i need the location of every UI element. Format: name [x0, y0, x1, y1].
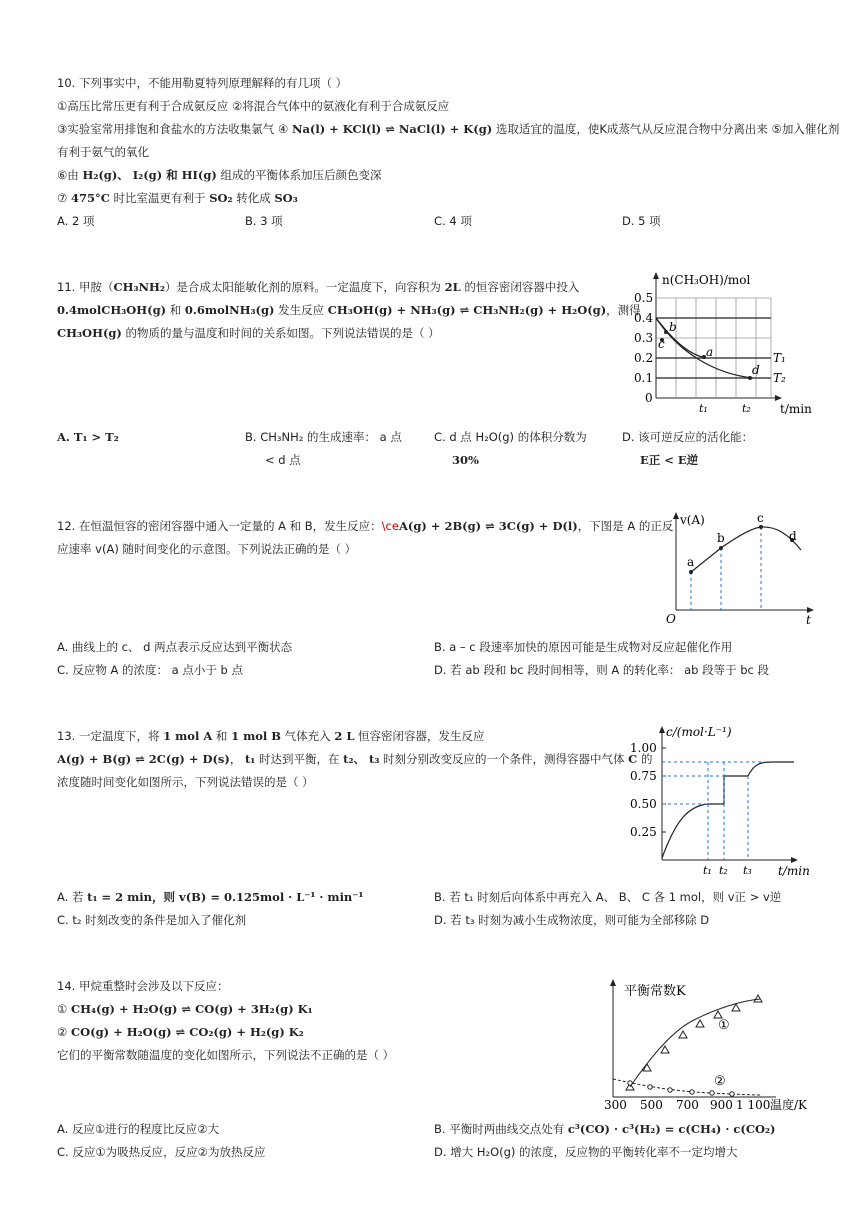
q12-ce-macro: \ce [381, 519, 399, 533]
q13-ylabel: c/(mol·L⁻¹) [666, 725, 732, 739]
q12-option-b: B. a – c 段速率加快的原因可能是生成物对反应起催化作用 [434, 640, 733, 654]
q14-y-arrow [610, 979, 616, 986]
q14-option-b: B. 平衡时两曲线交点处有 c³(CO) · c³(H₂) = c(CH₄) · c(CO₂) [434, 1122, 776, 1136]
q13-y-arrow [659, 726, 665, 733]
q11-ytick-01: 0.1 [634, 371, 654, 385]
q13-ytick-100: 1.00 [630, 741, 657, 755]
q14-xtick-700: 700 [676, 1098, 699, 1112]
q10-option-c: C. 4 项 [434, 214, 472, 228]
q12-dash-lines [691, 527, 761, 610]
q11-stem: 11. 甲胺（CH₃NH₂）是合成太阳能敏化剂的原料。一定温度下，向容积为 2L 的恒容密闭容器中投入 [57, 280, 580, 294]
q11-label-a: a [706, 345, 714, 359]
q11-line3: CH₃OH(g) 的物质的量与温度和时间的关系如图。下列说法错误的是（ ） [57, 326, 440, 340]
q13-curve-3 [748, 762, 794, 776]
q14-curve-2 [613, 1079, 762, 1095]
q13-option-d: D. 若 t₃ 时刻为减小生成物浓度，则可能为全部移除 D [434, 913, 710, 927]
q12-option-a: A. 曲线上的 c、 d 两点表示反应达到平衡状态 [57, 640, 293, 654]
q13-curve-1 [662, 804, 724, 858]
q13-ytick-075: 0.75 [630, 769, 657, 783]
q11-ytick-02: 0.2 [634, 351, 654, 365]
q12-label-a: a [687, 555, 695, 569]
q14-curve-1 [630, 999, 760, 1087]
q10-option-b: B. 3 项 [245, 214, 283, 228]
q14-xtick-500: 500 [640, 1098, 663, 1112]
q11-chart [628, 268, 814, 420]
q12-xlabel: t [806, 613, 811, 627]
q13-xtick-t2: t₂ [719, 864, 728, 877]
q11-option-b1: B. CH₃NH₂ 的生成速率： a 点 [245, 430, 402, 444]
q13-line3: 浓度随时间变化如图所示，下列说法错误的是（ ） [57, 775, 314, 789]
q13-xlabel: t/min [778, 864, 810, 878]
q12-stem: 12. 在恒温恒容的密闭容器中通入一定量的 A 和 B，发生反应：\ceA(g) + 2B(g) ⇌ 3C(g) + D(l)，下图是 A 的正反 [57, 519, 674, 533]
q12-origin: O [666, 612, 676, 626]
q12-label-c: c [757, 511, 764, 525]
q11-label-b: b [669, 320, 677, 334]
q14-reaction-1: ① CH₄(g) + H₂O(g) ⇌ CO(g) + 3H₂(g) K₁ [57, 1002, 313, 1016]
q11-option-d1: D. 该可逆反应的活化能： [622, 430, 754, 444]
q14-chart [600, 975, 814, 1115]
q11-option-a: A. T₁ > T₂ [57, 430, 119, 444]
q12-option-c: C. 反应物 A 的浓度： a 点小于 b 点 [57, 663, 243, 677]
q14-triangles [626, 995, 762, 1090]
q14-line: 它们的平衡常数随温度的变化如图所示，下列说法不正确的是（ ） [57, 1048, 395, 1062]
q11-ytick-04: 0.4 [634, 311, 654, 325]
q13-dash-lines [662, 762, 766, 860]
q13-xtick-t1: t₁ [703, 864, 712, 877]
q12-point-a [689, 570, 693, 574]
q11-label-d: d [752, 363, 760, 377]
q10-option-a: A. 2 项 [57, 214, 95, 228]
q10-line2: ③实验室常用排饱和食盐水的方法收集氯气 ④ Na(l) + KCl(l) ⇌ NaCl(l) + K(g) 选取适宜的温度，使K成蒸气从反应混合物中分离出来 ⑤加入催化剂 [57, 122, 840, 136]
q11-curve-label-t2: T₂ [773, 371, 786, 385]
q12-ylabel: v(A) [680, 513, 705, 527]
q11-ytick-03: 0.3 [634, 331, 654, 345]
q11-ytick-0: 0 [645, 391, 653, 405]
q13-y-ticks [662, 748, 666, 832]
q11-line2: 0.4molCH₃OH(g) 和 0.6molNH₃(g) 发生反应 CH₃OH(g) + NH₃(g) ⇌ CH₃NH₂(g) + H₂O(g)，测得 [57, 303, 641, 317]
q10-stem: 10. 下列事实中，不能用勒夏特列原理解释的有几项（ ） [57, 76, 348, 90]
q14-option-c: C. 反应①为吸热反应，反应②为放热反应 [57, 1145, 266, 1159]
q11-label-c: c [658, 337, 665, 351]
q11-option-c2: 30% [452, 453, 479, 467]
q13-stem: 13. 一定温度下，将 1 mol A 和 1 mol B 气体充入 2 L 恒容密闭容器，发生反应 [57, 729, 485, 743]
q11-xtick-t1: t₁ [699, 402, 708, 415]
q11-xtick-t2: t₂ [742, 402, 751, 415]
q13-option-c: C. t₂ 时刻改变的条件是加入了催化剂 [57, 913, 247, 927]
q14-reaction-2: ② CO(g) + H₂O(g) ⇌ CO₂(g) + H₂(g) K₂ [57, 1025, 304, 1039]
q11-point-b [664, 330, 668, 334]
q13-option-a: A. 若 t₁ = 2 min，则 v(B) = 0.125mol · L⁻¹ · min⁻¹ [57, 890, 364, 904]
q11-curve-label-t1: T₁ [773, 351, 786, 365]
q13-line2: A(g) + B(g) ⇌ 2C(g) + D(s)， t₁ 时达到平衡，在 t₂、 t₃ 时刻分别改变反应的一个条件，测得容器中气体 C 的 [57, 752, 653, 766]
q14-curve-label-1: ① [718, 1018, 730, 1033]
q10-line3: 有利于氨气的氧化 [57, 145, 149, 159]
q12-line2: 应速率 v(A) 随时间变化的示意图。下列说法正确的是（ ） [57, 542, 357, 556]
q12-point-c [759, 525, 763, 529]
q11-ylabel: n(CH₃OH)/mol [662, 273, 751, 287]
q11-x-arrow [775, 395, 782, 401]
q12-option-d: D. 若 ab 段和 bc 段时间相等，则 A 的转化率： ab 段等于 bc 段 [434, 663, 770, 677]
q13-chart [626, 720, 814, 880]
q12-label-b: b [717, 531, 725, 545]
q10-line1: ①高压比常压更有利于合成氨反应 ②将混合气体中的氨液化有利于合成氨反应 [57, 99, 450, 113]
q12-y-arrow [673, 512, 679, 519]
q13-xtick-t3: t₃ [743, 864, 752, 877]
q12-label-d: d [789, 529, 797, 543]
q10-line5: ⑦ 475°C 时比室温更有利于 SO₂ 转化成 SO₃ [57, 191, 298, 205]
q13-ytick-050: 0.50 [630, 797, 657, 811]
q13-x-arrow [791, 857, 798, 863]
q11-option-b2: < d 点 [265, 453, 301, 467]
q14-option-a: A. 反应①进行的程度比反应②大 [57, 1122, 220, 1136]
q14-xtick-1100: 1 100 [736, 1098, 771, 1112]
q11-ytick-05: 0.5 [634, 291, 654, 305]
q10-option-d: D. 5 项 [622, 214, 661, 228]
q14-curve-label-2: ② [714, 1074, 726, 1089]
q11-grid [656, 298, 771, 398]
q14-xtick-900: 900 [710, 1098, 733, 1112]
q14-stem: 14. 甲烷重整时会涉及以下反应： [57, 979, 229, 993]
q12-point-b [719, 546, 723, 550]
q11-option-c1: C. d 点 H₂O(g) 的体积分数为 [434, 430, 587, 444]
q14-xtick-300: 300 [604, 1098, 627, 1112]
q14-option-d: D. 增大 H₂O(g) 的浓度，反应物的平衡转化率不一定均增大 [434, 1145, 738, 1159]
q11-xlabel: t/min [780, 402, 812, 416]
q14-ylabel: 平衡常数K [624, 984, 686, 999]
q10-line4: ⑥由 H₂(g)、 I₂(g) 和 HI(g) 组成的平衡体系加压后颜色变深 [57, 168, 382, 182]
q11-y-arrow [653, 272, 659, 279]
q11-option-d2: E正 < E逆 [640, 453, 699, 467]
q12-curve [691, 527, 801, 572]
q12-chart [660, 510, 820, 632]
q13-ytick-025: 0.25 [630, 825, 657, 839]
q14-xlabel: 温度/K [770, 1098, 808, 1112]
q13-option-b: B. 若 t₁ 时刻后向体系中再充入 A、 B、 C 各 1 mol，则 v正 > v逆 [434, 890, 782, 904]
